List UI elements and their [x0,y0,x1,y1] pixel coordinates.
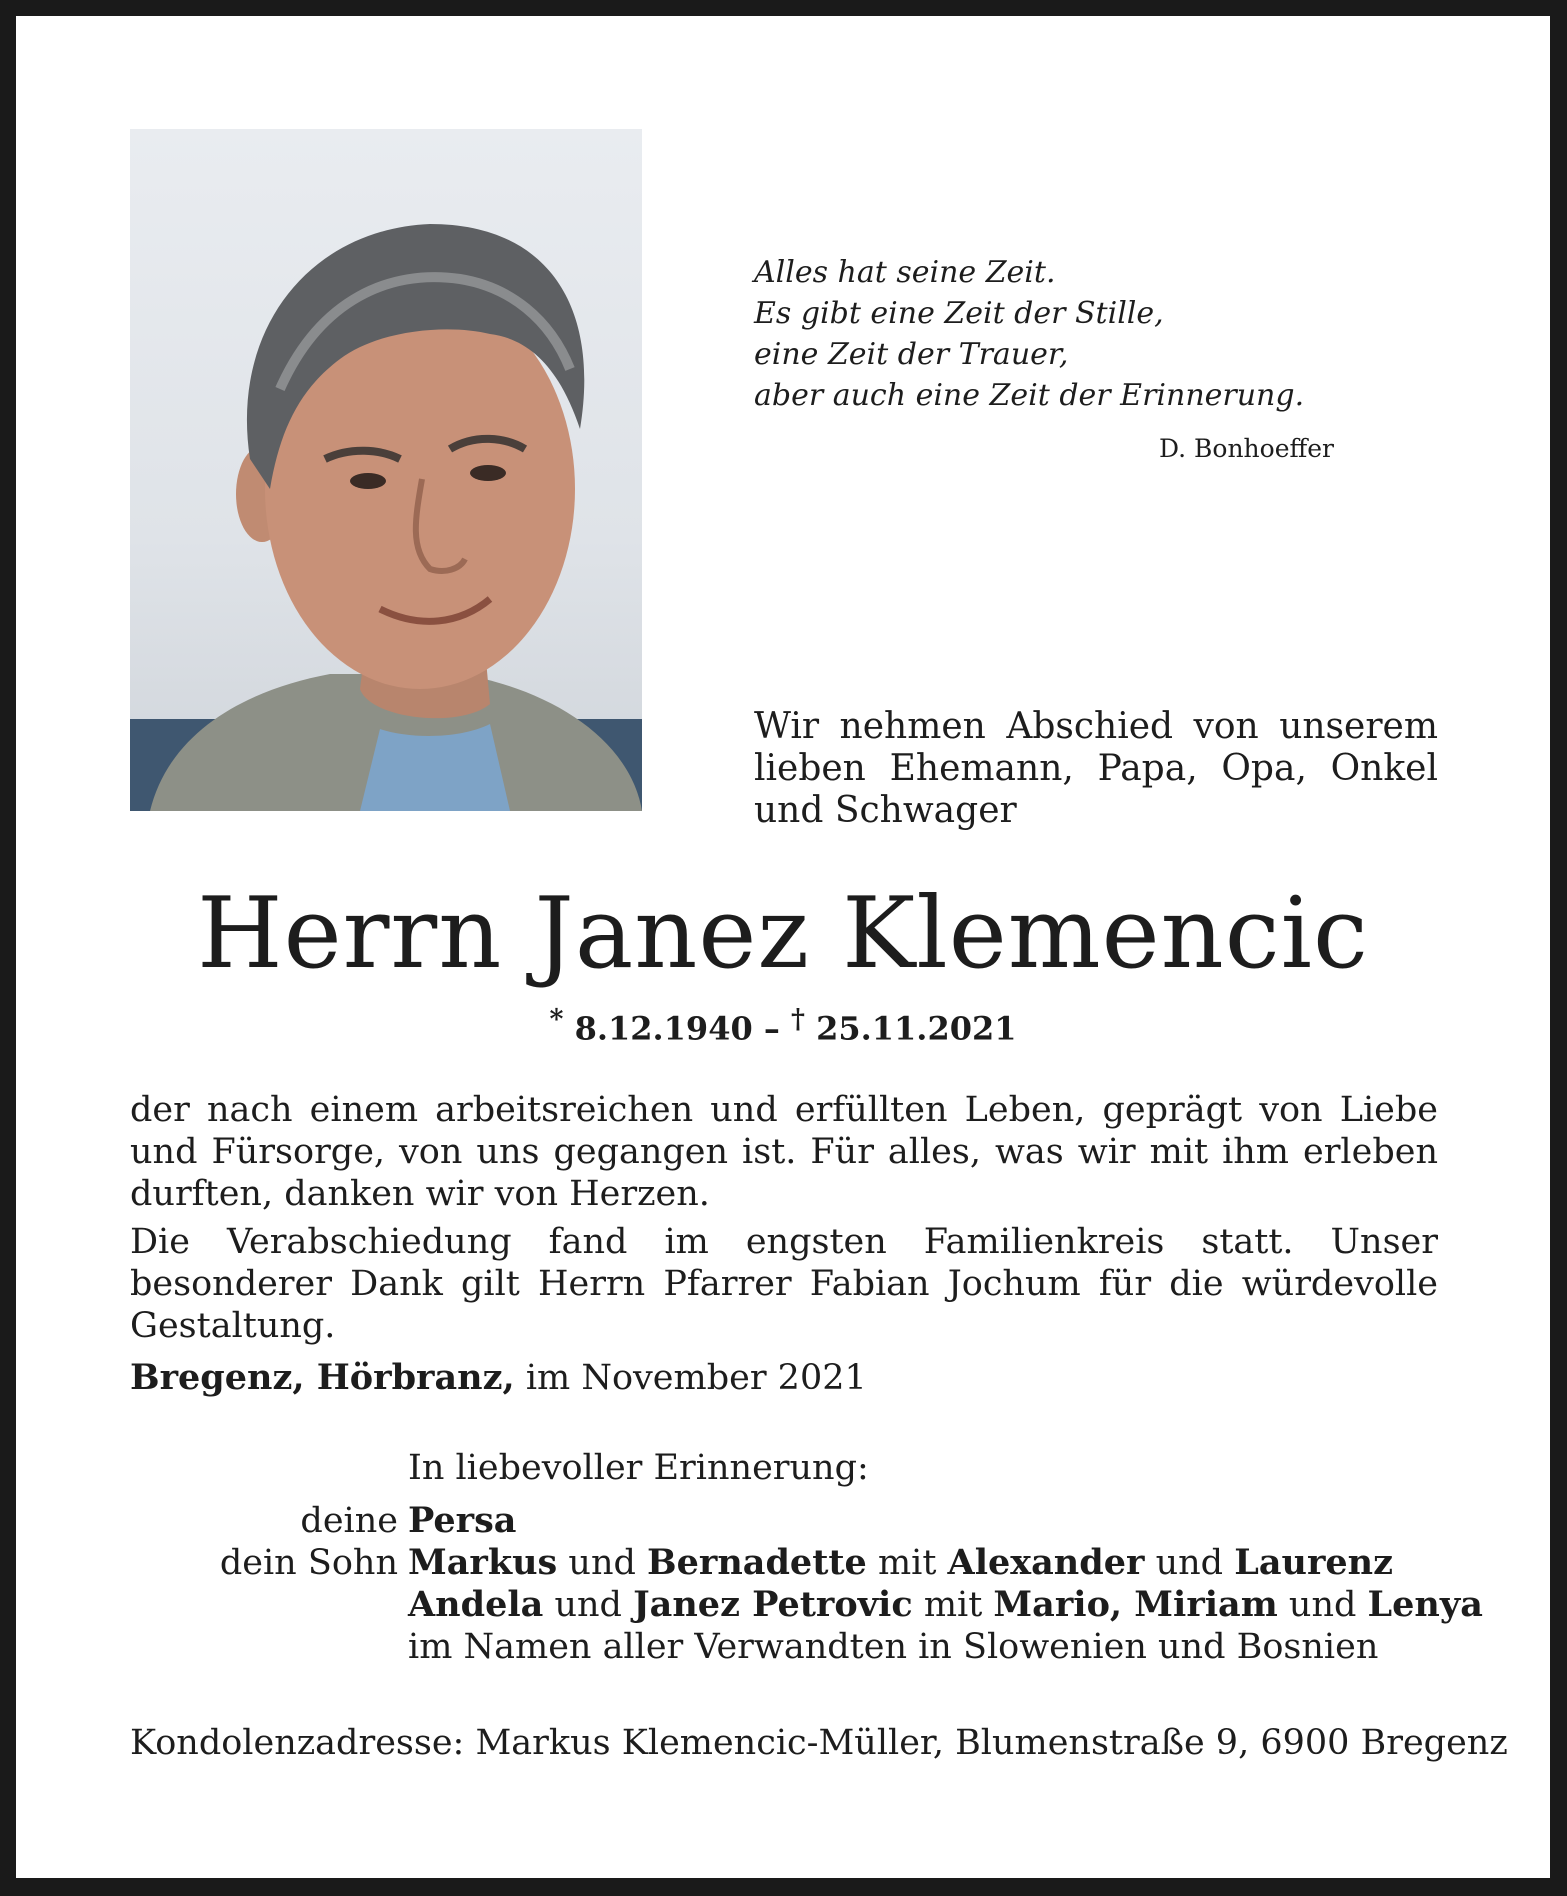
connector: mit [923,1585,983,1625]
quote-block [754,252,1354,416]
family-names [408,1584,1483,1626]
family-name: Mario, Miriam [993,1584,1278,1625]
relation-label: deine [300,1501,398,1541]
birth-date: 8.12.1940 [574,1009,753,1048]
birth-symbol: * [549,1004,564,1035]
deceased-name: Herrn Janez Klemencic [197,877,1369,991]
connector: mit [877,1543,937,1583]
family-row [130,1542,1450,1584]
family-list [130,1500,1483,1668]
connector: und [554,1585,622,1625]
body-paragraph: Die Verabschiedung fand im engsten Familienkreis statt. Unser besonderer Dank gilt Herrn Pfarrer Fabian Jochum für die würdevolle Gestaltung. [130,1222,1438,1346]
family-name: Markus [408,1542,558,1583]
relation-label: dein Sohn [219,1543,398,1583]
life-dates [16,1004,1550,1048]
quote-line: eine Zeit der Trauer, [754,337,1069,372]
death-date: 25.11.2021 [816,1009,1017,1048]
family-name: Laurenz [1234,1542,1393,1583]
family-name: Andela [408,1584,544,1625]
date-separator: – [763,1009,780,1048]
connector: und [1288,1585,1357,1625]
portrait-illustration [130,129,642,811]
quote-author: D. Bonhoeffer [1158,434,1334,463]
family-name: Bernadette [647,1542,867,1583]
portrait-photo [130,129,642,811]
family-name: Persa [408,1500,517,1541]
quote-line: Alles hat seine Zeit. [754,255,1056,290]
memory-heading: In liebevoller Erinnerung: [408,1448,869,1488]
condolence-address: Kondolenzadresse: Markus Klemencic-Müller, Blumenstraße 9, 6900 Bregenz [130,1723,1508,1763]
quote-line: aber auch eine Zeit der Erinnerung. [754,378,1305,413]
family-row [130,1500,1450,1542]
family-names [408,1542,1450,1584]
death-symbol: † [791,1004,805,1035]
family-name: Janez Petrovic [633,1584,913,1625]
family-row [130,1584,1483,1626]
family-row [130,1626,1450,1668]
family-name: Alexander [947,1542,1145,1583]
places: Bregenz, Hörbranz, [130,1357,515,1398]
relatives-note: im Namen aller Verwandten in Slowenien und Bosnien [408,1627,1379,1667]
body-text [130,1089,1438,1353]
connector: und [1155,1543,1224,1583]
family-names [408,1500,1450,1542]
intro-text: Wir nehmen Abschied von unserem lieben Ehemann, Papa, Opa, Onkel und Schwager [754,706,1438,831]
quote-line: Es gibt eine Zeit der Stille, [754,296,1164,331]
place-date [130,1357,867,1398]
connector: und [568,1543,636,1583]
body-paragraph: der nach einem arbeitsreichen und erfüllten Leben, geprägt von Liebe und Fürsorge, von uns gegangen ist. Für alles, was wir mit ihm erleben durften, danken wir von Herzen. [130,1090,1438,1214]
relation-label [130,1584,408,1626]
family-name: Lenya [1367,1584,1483,1625]
month-year: im November 2021 [525,1358,867,1398]
relation-label [130,1626,408,1668]
obituary-page [16,16,1550,1878]
